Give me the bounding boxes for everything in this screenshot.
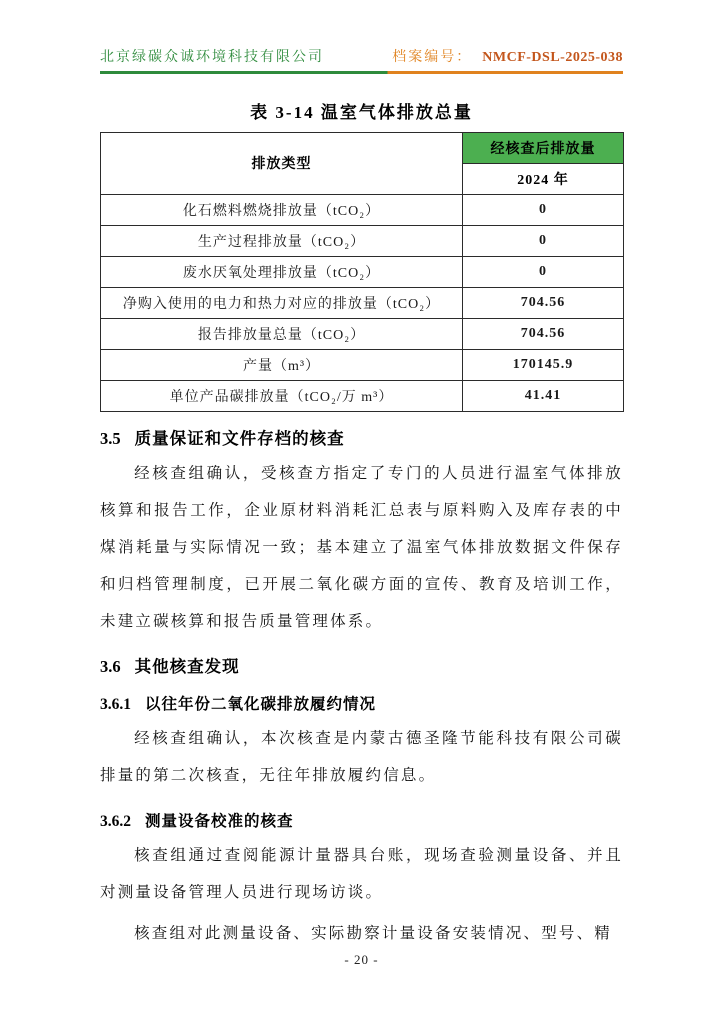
section-heading-3-6 bbox=[100, 653, 623, 677]
row-label: 单位产品碳排放量（tCO₂/万 m³） bbox=[101, 380, 463, 411]
paragraph-3-6-2-a: 核查组通过查阅能源计量器具台账，现场查验测量设备、并且对测量设备管理人员进行现场访谈。 bbox=[100, 846, 623, 901]
section-heading-3-6-1 bbox=[100, 692, 623, 714]
table-header-row bbox=[101, 132, 624, 163]
row-label: 净购入使用的电力和热力对应的排放量（tCO₂） bbox=[101, 287, 463, 318]
table-row bbox=[101, 256, 624, 287]
table-row bbox=[101, 287, 624, 318]
section-number: 3.6 bbox=[100, 656, 121, 676]
document-header bbox=[100, 46, 623, 66]
table-row bbox=[101, 318, 624, 349]
row-value: 704.56 bbox=[463, 287, 624, 318]
company-name: 北京绿碳众诚环境科技有限公司 bbox=[100, 50, 324, 65]
row-value: 0 bbox=[463, 194, 624, 225]
section-number: 3.5 bbox=[100, 428, 121, 448]
row-value: 704.56 bbox=[463, 318, 624, 349]
row-label: 化石燃料燃烧排放量（tCO₂） bbox=[101, 194, 463, 225]
row-label: 生产过程排放量（tCO₂） bbox=[101, 225, 463, 256]
paragraph-3-6-2-b: 核查组对此测量设备、实际勘察计量设备安装情况、型号、精 bbox=[134, 924, 612, 942]
table-row bbox=[101, 380, 624, 411]
section-number: 3.6.2 bbox=[100, 812, 131, 830]
col-header-year: 2024 年 bbox=[463, 163, 624, 194]
archive-label: 档案编号： bbox=[392, 50, 473, 65]
section-heading-3-5 bbox=[100, 425, 623, 449]
section-title: 以往年份二氧化碳排放履约情况 bbox=[145, 695, 377, 713]
table-title: 表 3-14 温室气体排放总量 bbox=[250, 102, 473, 122]
row-label: 废水厌氧处理排放量（tCO₂） bbox=[101, 256, 463, 287]
paragraph-3-5: 经核查组确认，受核查方指定了专门的人员进行温室气体排放核算和报告工作，企业原材料消耗汇总表与原料购入及库存表的中煤消耗量与实际情况一致；基本建立了温室气体排放数据文件保存和归档管理制度，已开展二氧化碳方面的宣传、教育及培训工作，未建立碳核算和报告质量管理体系。 bbox=[100, 464, 623, 630]
row-label: 报告排放量总量（tCO₂） bbox=[101, 318, 463, 349]
row-value: 0 bbox=[463, 256, 624, 287]
table-row bbox=[101, 194, 624, 225]
section-title: 测量设备校准的核查 bbox=[145, 812, 294, 830]
section-number: 3.6.1 bbox=[100, 695, 131, 713]
section-heading-3-6-2 bbox=[100, 809, 623, 831]
footer-page-number: - 20 - bbox=[344, 952, 379, 967]
row-value: 170145.9 bbox=[463, 349, 624, 380]
col-header-emission-type: 排放类型 bbox=[101, 132, 463, 194]
archive-number: NMCF-DSL-2025-038 bbox=[482, 50, 623, 65]
section-title: 其他核查发现 bbox=[134, 656, 240, 676]
row-label: 产量（m³） bbox=[101, 349, 463, 380]
emissions-table bbox=[100, 132, 624, 412]
row-value: 0 bbox=[463, 225, 624, 256]
section-title: 质量保证和文件存档的核查 bbox=[134, 428, 345, 448]
col-header-verified-emissions: 经核查后排放量 bbox=[463, 132, 624, 163]
row-value: 41.41 bbox=[463, 380, 624, 411]
header-divider bbox=[100, 71, 623, 74]
paragraph-3-6-1: 经核查组确认，本次核查是内蒙古德圣隆节能科技有限公司碳排量的第二次核查，无往年排放履约信息。 bbox=[100, 729, 623, 784]
table-row bbox=[101, 349, 624, 380]
archive-info bbox=[392, 46, 623, 66]
table-row bbox=[101, 225, 624, 256]
